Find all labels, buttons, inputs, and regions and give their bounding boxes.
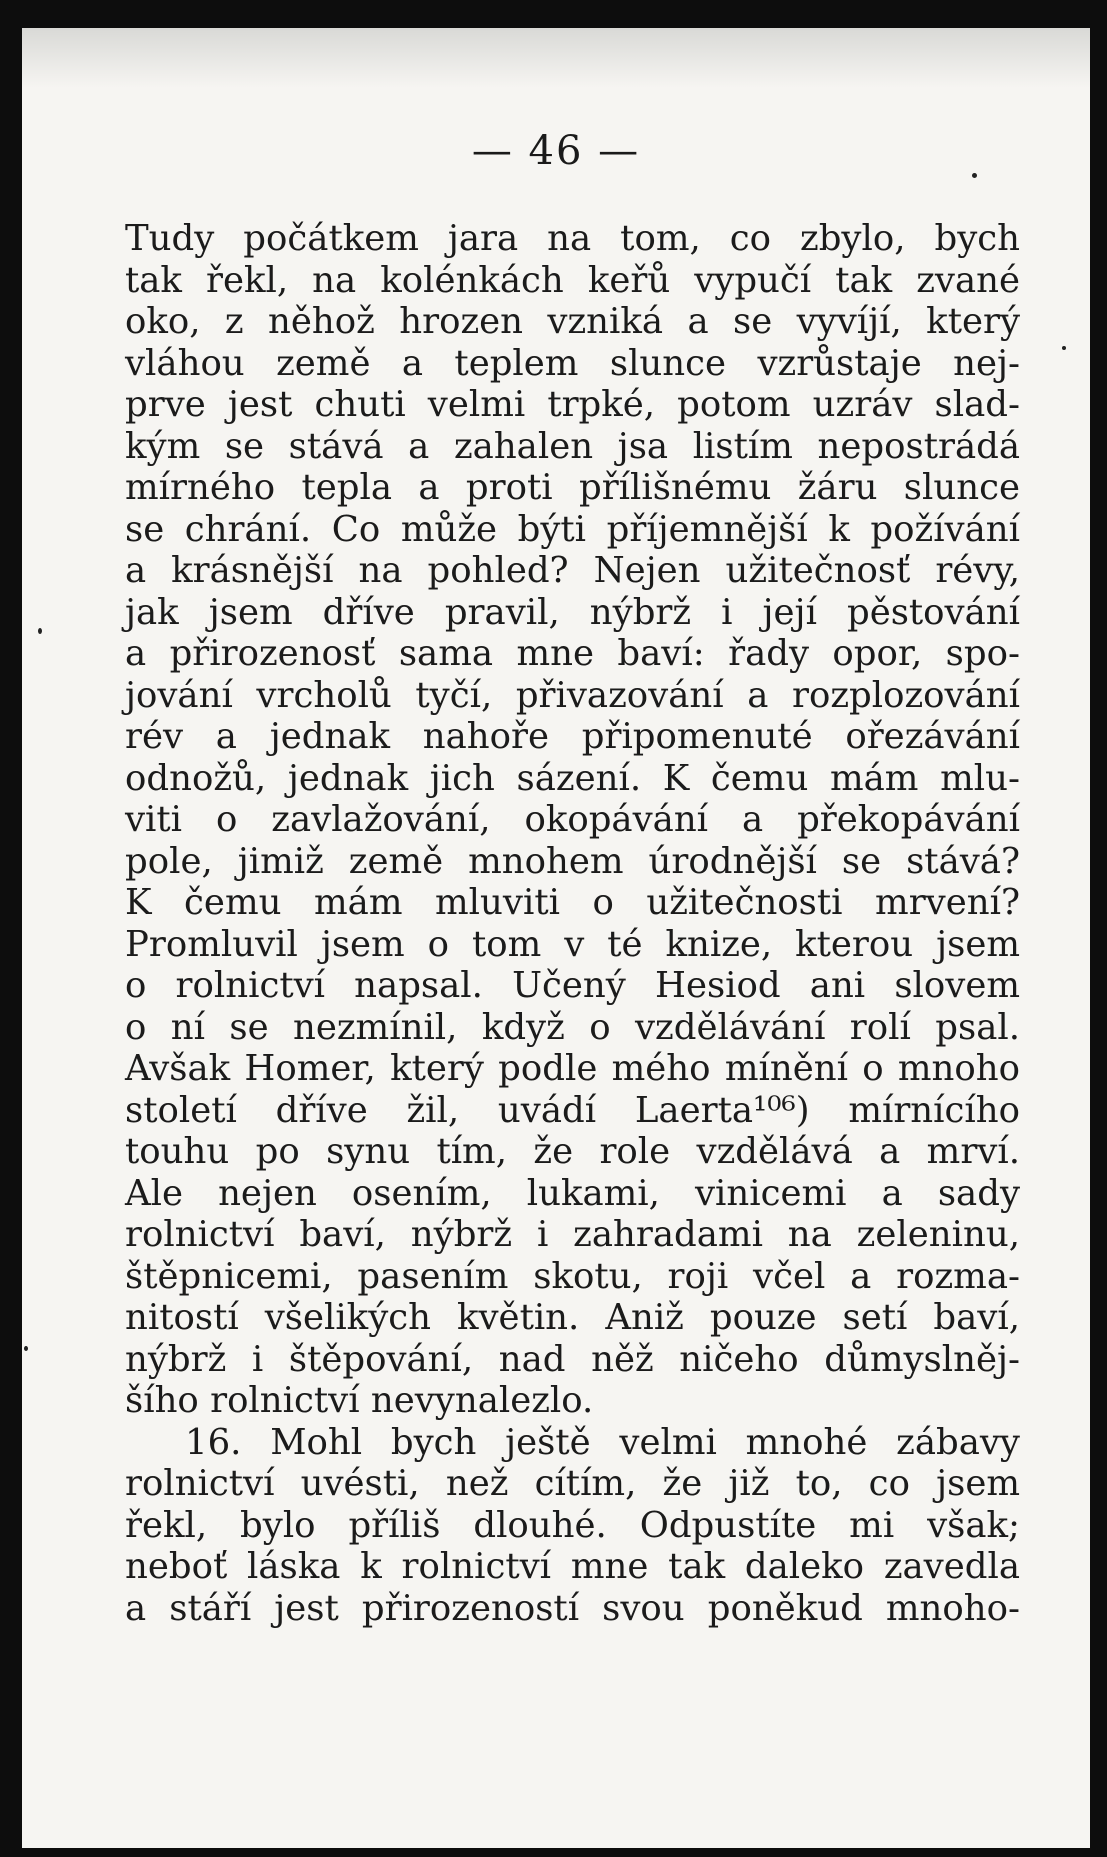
text-line: a krásnější na pohled? Nejen užitečnosť révy, bbox=[125, 550, 1020, 591]
text-line: touhu po synu tím, že role vzdělává a mrví. bbox=[125, 1131, 1020, 1172]
ink-speck bbox=[972, 173, 977, 178]
ink-speck bbox=[24, 1346, 28, 1351]
text-line: rolnictví uvésti, než cítím, že již to, co jsem bbox=[125, 1463, 1020, 1504]
text-line: se chrání. Co může býti příjemnější k požívání bbox=[125, 508, 1020, 550]
text-line: nýbrž i štěpování, nad něž ničeho důmyslněj- bbox=[125, 1338, 1020, 1380]
text-line: Promluvil jsem o tom v té knize, kterou jsem bbox=[125, 923, 1020, 965]
book-page bbox=[22, 28, 1090, 1848]
text-line: 16. Mohl bych ještě velmi mnohé zábavy bbox=[185, 1421, 1020, 1463]
body-text bbox=[125, 218, 1020, 1629]
text-line: šího rolnictví nevynalezlo. bbox=[125, 1380, 594, 1421]
text-line: prve jest chuti velmi trpké, potom uzráv slad- bbox=[125, 384, 1020, 425]
ink-speck bbox=[1062, 346, 1066, 350]
text-line: a přirozenosť sama mne baví: řady opor, spo- bbox=[125, 633, 1020, 674]
text-line: o rolnictví napsal. Učený Hesiod ani slovem bbox=[125, 965, 1020, 1006]
text-line: oko, z něhož hrozen vzniká a se vyvíjí, který bbox=[125, 301, 1020, 342]
text-line: K čemu mám mluviti o užitečnosti mrvení? bbox=[125, 882, 1020, 923]
text-line: mírného tepla a proti přílišnému žáru slunce bbox=[125, 467, 1020, 508]
text-line: nitostí všelikých květin. Aniž pouze setí baví, bbox=[125, 1297, 1020, 1338]
text-line: viti o zavlažování, okopávání a překopávání bbox=[125, 799, 1020, 840]
text-line: pole, jimiž země mnohem úrodnější se stává? bbox=[125, 840, 1020, 882]
text-line: Tudy počátkem jara na tom, co zbylo, bych bbox=[125, 218, 1020, 259]
text-line: štěpnicemi, pasením skotu, roji včel a rozma- bbox=[125, 1255, 1020, 1297]
text-line: tak řekl, na kolénkách keřů vypučí tak zvané bbox=[125, 259, 1020, 301]
text-line: století dříve žil, uvádí Laerta¹⁰⁶) mírnícího bbox=[125, 1089, 1020, 1131]
text-line: odnožů, jednak jich sázení. K čemu mám mlu- bbox=[125, 757, 1020, 799]
text-line: rév a jednak nahoře připomenuté ořezávání bbox=[125, 716, 1020, 757]
text-line: o ní se nezmínil, když o vzdělávání rolí psal. bbox=[125, 1006, 1020, 1048]
text-line: vláhou země a teplem slunce vzrůstaje nej- bbox=[125, 342, 1020, 384]
page-number: — 46 — bbox=[471, 128, 641, 174]
text-line: Ale nejen osením, lukami, vinicemi a sady bbox=[125, 1172, 1020, 1214]
text-line: rolnictví baví, nýbrž i zahradami na zeleninu, bbox=[125, 1214, 1020, 1255]
ink-speck bbox=[38, 628, 42, 634]
text-line: kým se stává a zahalen jsa listím nepostrádá bbox=[125, 425, 1020, 467]
text-line: a stáří jest přirozeností svou poněkud mnoho- bbox=[125, 1587, 1020, 1629]
text-line: Avšak Homer, který podle mého mínění o mnoho bbox=[125, 1048, 1020, 1089]
text-line: jak jsem dříve pravil, nýbrž i její pěstování bbox=[125, 591, 1020, 633]
text-line: řekl, bylo příliš dlouhé. Odpustíte mi však; bbox=[125, 1504, 1020, 1546]
text-line: jování vrcholů tyčí, přivazování a rozplozování bbox=[125, 674, 1020, 716]
text-line: neboť láska k rolnictví mne tak daleko zavedla bbox=[125, 1546, 1020, 1587]
